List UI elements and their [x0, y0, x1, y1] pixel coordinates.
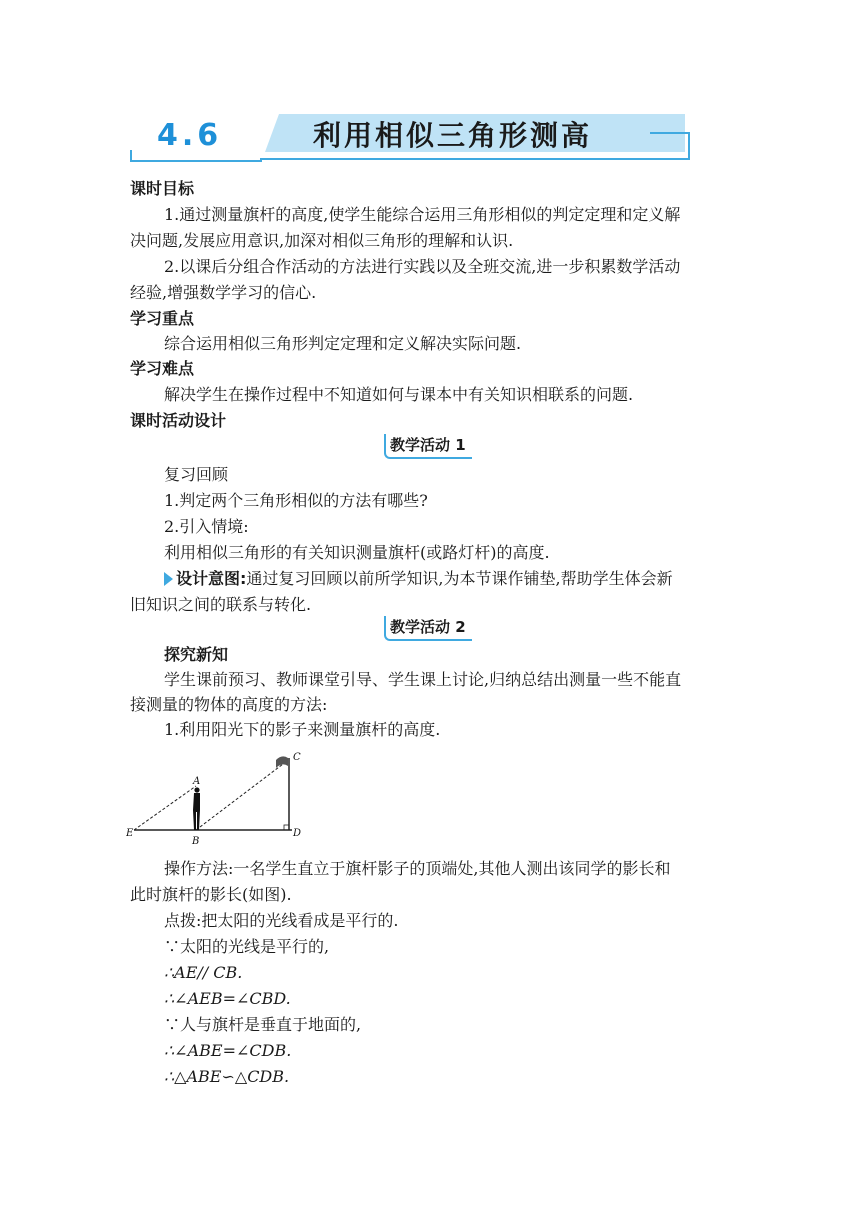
- label-a: A: [193, 776, 201, 787]
- goal1-line2: 决问题,发展应用意识,加深对相似三角形的理解和认识.: [130, 231, 514, 250]
- design-intent-label: 设计意图:: [176, 569, 247, 588]
- activity2-line4: 1.利用阳光下的影子来测量旗杆的高度.: [164, 720, 441, 739]
- activity1-line1: 复习回顾: [164, 465, 229, 484]
- arrow-marker-icon: [164, 572, 173, 586]
- header-frame-right: [650, 132, 690, 160]
- goal2-line1: 2.以课后分组合作活动的方法进行实践以及全班交流,进一步积累数学活动: [164, 257, 681, 276]
- label-e: E: [126, 828, 134, 839]
- difficulty-text: 解决学生在操作过程中不知道如何与课本中有关知识相联系的问题.: [164, 385, 634, 404]
- student-silhouette-icon: [193, 787, 200, 830]
- design-intent-line2: 旧知识之间的联系与转化.: [130, 595, 312, 614]
- goals-heading: 课时目标: [130, 179, 195, 198]
- sun-ray-bc: [196, 764, 283, 830]
- operation-line2: 此时旗杆的影长(如图).: [130, 885, 292, 904]
- activity1-line3: 2.引入情境:: [164, 517, 249, 536]
- design-intent-line1: [164, 568, 673, 590]
- activity2-line2: 学生课前预习、教师课堂引导、学生课上讨论,归纳总结出测量一些不能直: [164, 670, 682, 689]
- proof-line1: ∵太阳的光线是平行的,: [164, 937, 330, 956]
- goal1-line1: 1.通过测量旗杆的高度,使学生能综合运用三角形相似的判定定理和定义解: [164, 205, 681, 224]
- activity2-line1: 探究新知: [164, 645, 229, 664]
- lesson-title: 利用相似三角形测高: [313, 119, 593, 152]
- operation-line1: 操作方法:一名学生直立于旗杆影子的顶端处,其他人测出该同学的影长和: [164, 859, 671, 878]
- key-text: 综合运用相似三角形判定定理和定义解决实际问题.: [164, 334, 522, 353]
- shadow-figure: [126, 748, 316, 848]
- label-c: C: [293, 752, 301, 763]
- proof-line6: ∴△ABE∽△CDB.: [164, 1067, 290, 1086]
- proof-line4: ∵人与旗杆是垂直于地面的,: [164, 1015, 362, 1034]
- proof-line2: ∴AE// CB.: [164, 963, 243, 982]
- key-heading: 学习重点: [130, 309, 195, 328]
- sun-ray-ae: [134, 786, 196, 830]
- lesson-header: [130, 112, 690, 164]
- activity2-label: 教学活动 2: [384, 616, 472, 641]
- difficulty-heading: 学习难点: [130, 359, 195, 378]
- goal2-line2: 经验,增强数学学习的信心.: [130, 283, 317, 302]
- label-b: B: [192, 836, 200, 847]
- flag-icon: [276, 756, 288, 768]
- activity1-line4: 利用相似三角形的有关知识测量旗杆(或路灯杆)的高度.: [164, 543, 550, 562]
- label-d: D: [293, 828, 302, 839]
- design-intent-text: 通过复习回顾以前所学知识,为本节课作铺垫,帮助学生体会新: [246, 569, 673, 588]
- lesson-number: 4.6: [157, 118, 223, 153]
- activity1-label: 教学活动 1: [384, 434, 472, 459]
- proof-line3: ∴∠AEB=∠CBD.: [164, 989, 291, 1008]
- activity1-line2: 1.判定两个三角形相似的方法有哪些?: [164, 491, 428, 510]
- activity2-line3: 接测量的物体的高度的方法:: [130, 695, 328, 714]
- header-underline: [260, 158, 688, 160]
- proof-line5: ∴∠ABE=∠CDB.: [164, 1041, 292, 1060]
- design-heading: 课时活动设计: [130, 411, 227, 430]
- hint-line: 点拨:把太阳的光线看成是平行的.: [164, 911, 399, 930]
